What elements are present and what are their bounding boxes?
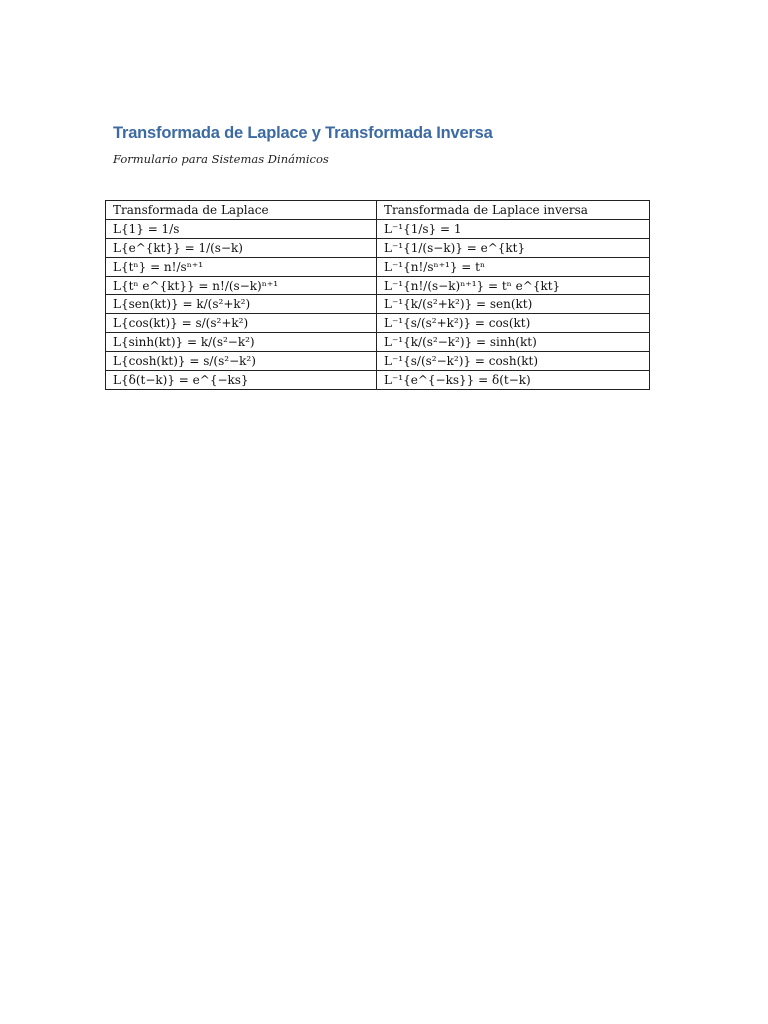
laplace-cell: L{cosh(kt)} = s/(s²−k²) bbox=[106, 352, 377, 371]
table-row bbox=[106, 371, 650, 390]
document-subtitle: Formulario para Sistemas Dinámicos bbox=[113, 152, 329, 166]
inverse-cell: L⁻¹{e^{−ks}} = δ(t−k) bbox=[377, 371, 650, 390]
table-row bbox=[106, 333, 650, 352]
laplace-cell: L{sen(kt)} = k/(s²+k²) bbox=[106, 295, 377, 314]
inverse-cell: L⁻¹{1/s} = 1 bbox=[377, 219, 650, 238]
laplace-cell: L{tⁿ} = n!/sⁿ⁺¹ bbox=[106, 257, 377, 276]
document-title: Transformada de Laplace y Transformada Inversa bbox=[113, 124, 493, 142]
header-laplace: Transformada de Laplace bbox=[106, 201, 377, 220]
laplace-cell: L{sinh(kt)} = k/(s²−k²) bbox=[106, 333, 377, 352]
table-row bbox=[106, 257, 650, 276]
laplace-cell: L{tⁿ e^{kt}} = n!/(s−k)ⁿ⁺¹ bbox=[106, 276, 377, 295]
laplace-formula-table bbox=[105, 200, 650, 390]
table-row bbox=[106, 352, 650, 371]
table-header-row bbox=[106, 201, 650, 220]
header-laplace-inverse: Transformada de Laplace inversa bbox=[377, 201, 650, 220]
inverse-cell: L⁻¹{k/(s²+k²)} = sen(kt) bbox=[377, 295, 650, 314]
inverse-cell: L⁻¹{n!/sⁿ⁺¹} = tⁿ bbox=[377, 257, 650, 276]
table-row bbox=[106, 295, 650, 314]
laplace-cell: L{cos(kt)} = s/(s²+k²) bbox=[106, 314, 377, 333]
inverse-cell: L⁻¹{1/(s−k)} = e^{kt} bbox=[377, 238, 650, 257]
laplace-cell: L{e^{kt}} = 1/(s−k) bbox=[106, 238, 377, 257]
table-row bbox=[106, 276, 650, 295]
table-row bbox=[106, 238, 650, 257]
inverse-cell: L⁻¹{s/(s²+k²)} = cos(kt) bbox=[377, 314, 650, 333]
table-row bbox=[106, 219, 650, 238]
laplace-cell: L{δ(t−k)} = e^{−ks} bbox=[106, 371, 377, 390]
laplace-cell: L{1} = 1/s bbox=[106, 219, 377, 238]
inverse-cell: L⁻¹{k/(s²−k²)} = sinh(kt) bbox=[377, 333, 650, 352]
table-row bbox=[106, 314, 650, 333]
inverse-cell: L⁻¹{n!/(s−k)ⁿ⁺¹} = tⁿ e^{kt} bbox=[377, 276, 650, 295]
inverse-cell: L⁻¹{s/(s²−k²)} = cosh(kt) bbox=[377, 352, 650, 371]
